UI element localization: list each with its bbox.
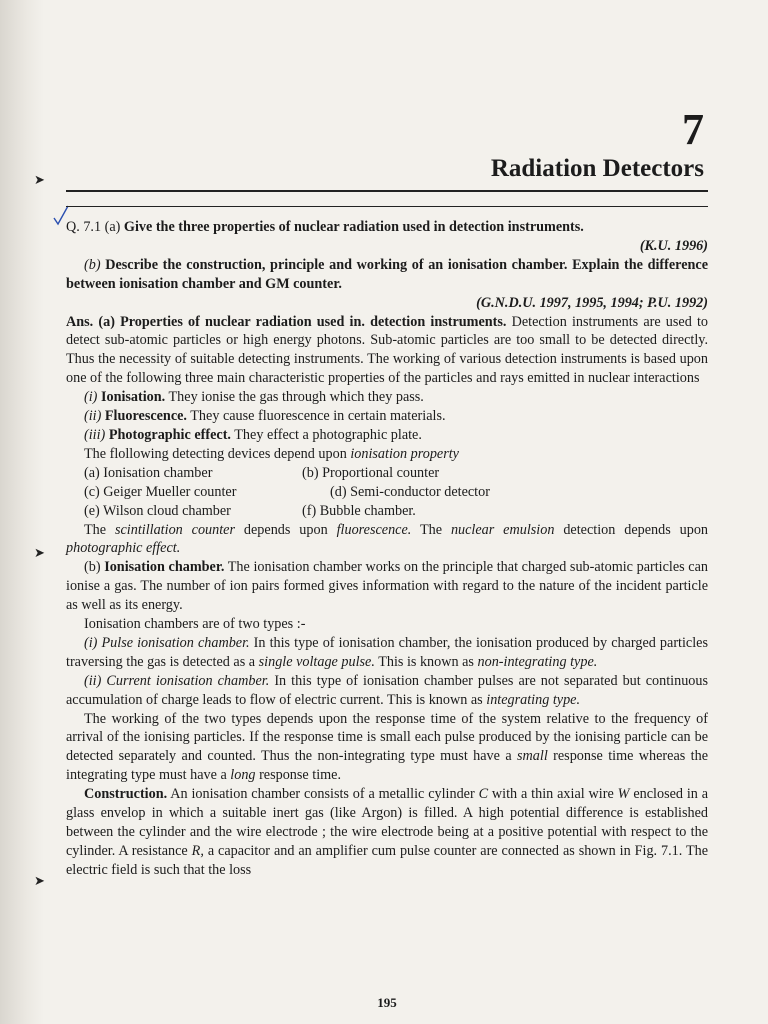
margin-arrow-mark: ➤ <box>34 545 45 560</box>
property-item: (i) Ionisation. They ionise the gas through which they pass. <box>84 389 424 406</box>
working-paragraph: The working of the two types depends upon the response time of the system relative to the frequency of arrival of the ionising particles. If the response time is small each pulse produced by the ionising particle can be detected separately and counted. Thus the non-integrating type must have a small response time whereas the integrating type must have a long response time. <box>66 710 708 784</box>
devices-intro: The flollowing detecting devices depend upon ionisation property <box>84 445 459 462</box>
question-7-1-a: Q. 7.1 (a) Give the three properties of nuclear radiation used in detection instruments. <box>66 219 584 235</box>
page-binding-edge <box>0 0 44 1024</box>
question-reference: (K.U. 1996) <box>639 237 708 254</box>
device-row: (e) Wilson cloud chamber (f) Bubble chamber. <box>84 502 416 519</box>
current-chamber-paragraph: (ii) Current ionisation chamber. In this type of ionisation chamber pulses are not separated but continuous accumulation of charge leads to flow of electric current. This is known as integrating type. <box>66 672 709 708</box>
scintillation-paragraph: The scintillation counter depends upon fluorescence. The nuclear emulsion detection depends upon photographic effect. <box>66 521 709 557</box>
chapter-rule <box>66 190 708 207</box>
construction-paragraph: Construction. An ionisation chamber consists of a metallic cylinder C with a thin axial wire W enclosed in a glass envelop in which a suitable inert gas (like Argon) is filled. A high potential difference is established between the cylinder and the wire electrode ; the wire electrode being at a positive potential with respect to the cylinder. A resistance R, a capacitor and an amplifier cum pulse counter are connected as shown in Fig. 7.1. The electric field is such that the loss <box>66 786 709 878</box>
answer-intro-paragraph: Ans. (a) Properties of nuclear radiation used in. detection instruments. Detection instruments are used to detect sub-atomic particles or high energy photons. Sub-atomic particles are too small to be detected directly. Thus the necessity of suitable detecting instruments. The working of various detection instruments is based upon one of the following three main characteristic properties of the particles and rays emitted in nuclear interactions <box>66 313 709 387</box>
property-item: (ii) Fluorescence. They cause fluorescence in certain materials. <box>84 408 446 425</box>
question-reference: (G.N.D.U. 1997, 1995, 1994; P.U. 1992) <box>476 294 708 311</box>
chapter-title: Radiation Detectors <box>490 155 704 182</box>
device-row: (c) Geiger Mueller counter (d) Semi-conductor detector <box>84 483 490 500</box>
property-item: (iii) Photographic effect. They effect a photographic plate. <box>84 426 422 443</box>
chapter-number: 7 <box>682 105 704 154</box>
margin-arrow-mark: ➤ <box>34 873 45 888</box>
chamber-types-line: Ionisation chambers are of two types :- <box>84 616 306 633</box>
pulse-chamber-paragraph: (i) Pulse ionisation chamber. In this type of ionisation chamber, the ionisation produced by charged particles traversing the gas is detected as a single voltage pulse. This is known as non-integrating type. <box>66 634 708 670</box>
page-body <box>66 218 708 880</box>
book-page <box>66 0 708 1024</box>
page-number: 195 <box>377 995 397 1010</box>
question-7-1-b: (b) Describe the construction, principle and working of an ionisation chamber. Explain the difference between ionisation chamber and GM counter. <box>66 256 709 292</box>
ionisation-chamber-paragraph: (b) Ionisation chamber. The ionisation chamber works on the principle that charged sub-atomic particles can ionise a gas. The number of ion pairs formed gives information with regard to the nature of the incident particle as well as its energy. <box>66 559 708 614</box>
margin-arrow-mark: ➤ <box>34 172 45 187</box>
device-row: (a) Ionisation chamber (b) Proportional counter <box>84 464 440 481</box>
